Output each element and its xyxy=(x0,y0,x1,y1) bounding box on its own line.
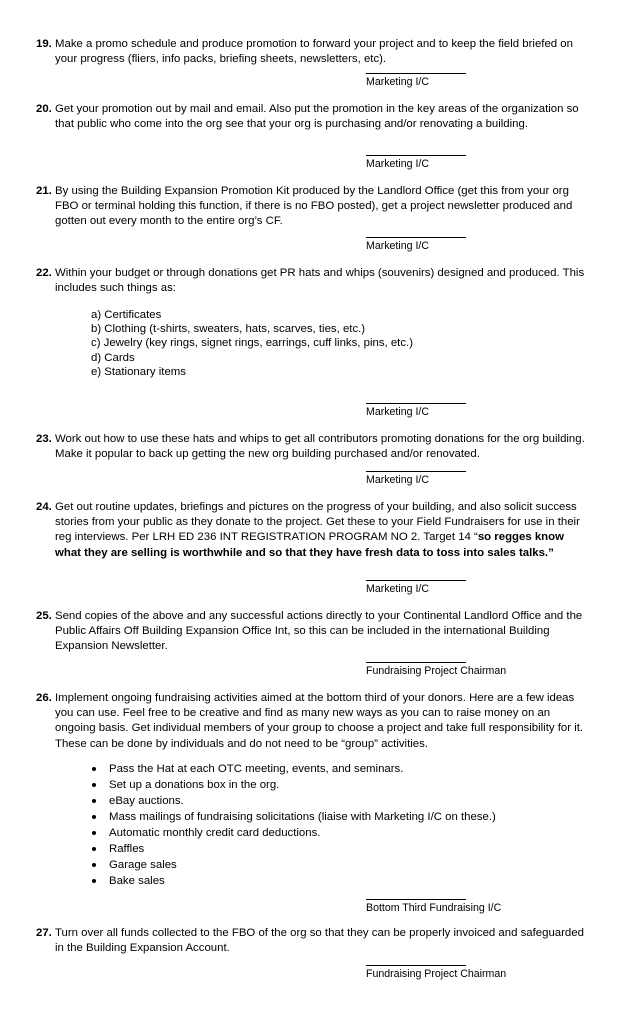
signoff-label: Marketing I/C xyxy=(366,240,429,252)
item-text-emphasis: so regges know what they are selling is worthwhile and so that they have fresh data to toss into sales talks.” xyxy=(55,531,564,559)
item-number: 22. xyxy=(36,267,52,279)
item-text: Make a promo schedule and produce promotion to forward your project and to keep the field briefed on your progress (fliers, info packs, briefing sheets, newsletters, etc). xyxy=(55,38,573,66)
item-number: 25. xyxy=(36,610,52,622)
item-19 xyxy=(36,37,586,67)
signature-line xyxy=(366,580,466,581)
item-text: Send copies of the above and any successful actions directly to your Continental Landlord Office and the Public Affairs Off Building Expansion Office Int, so this can be included in the international Building Expansion Newsletter. xyxy=(55,610,583,653)
signoff-21 xyxy=(366,237,466,253)
item-text xyxy=(55,500,586,561)
souvenir-list xyxy=(91,308,413,379)
signoff-label: Fundraising Project Chairman xyxy=(366,665,507,677)
item-number: 21. xyxy=(36,185,52,197)
signature-line xyxy=(366,965,466,966)
signoff-label: Fundraising Project Chairman xyxy=(366,968,507,980)
item-text: Implement ongoing fundraising activities aimed at the bottom third of your donors. Here are a few ideas you can use. Feel free to be creative and find as many new ways as you can to raise money on an ongoing basis. Get individual members of your group to choose a project and take full responsibility for it. These can be done by individuals and do not need to be “group” activities. xyxy=(55,692,584,750)
list-item: Automatic monthly credit card deductions. xyxy=(92,825,496,841)
item-number: 26. xyxy=(36,692,52,704)
list-item: e) Stationary items xyxy=(91,365,186,378)
item-27 xyxy=(36,926,586,956)
signature-line xyxy=(366,471,466,472)
signoff-24 xyxy=(366,580,466,596)
item-text: Turn over all funds collected to the FBO of the org so that they can be properly invoiced and safeguarded in the Building Expansion Account. xyxy=(55,927,584,955)
list-item: Set up a donations box in the org. xyxy=(92,777,496,793)
item-26 xyxy=(36,691,586,752)
item-21 xyxy=(36,184,586,230)
signoff-label: Marketing I/C xyxy=(366,158,429,170)
list-item: a) Certificates xyxy=(91,309,162,321)
signoff-22 xyxy=(366,403,466,419)
item-22 xyxy=(36,266,586,296)
signoff-label: Marketing I/C xyxy=(366,474,429,486)
item-text-body: Get out routine updates, briefings and pictures on the progress of your building, and also solicit success stories from your public as they donate to the project. Get these to your Field Fundraisers for use in their reg interviews. Per LRH ED 236 INT REGISTRATION PROGRAM NO 2. Target 14 “ xyxy=(55,501,580,544)
item-number: 23. xyxy=(36,433,52,445)
item-20 xyxy=(36,102,586,132)
item-25 xyxy=(36,609,586,655)
item-24 xyxy=(36,500,586,561)
item-number: 20. xyxy=(36,103,52,115)
list-item: Raffles xyxy=(92,841,496,857)
signature-line xyxy=(366,403,466,404)
signoff-27 xyxy=(366,965,506,981)
signature-line xyxy=(366,662,466,663)
list-item: Garage sales xyxy=(92,857,496,873)
signoff-label: Marketing I/C xyxy=(366,76,429,88)
signoff-23 xyxy=(366,471,466,487)
list-item: eBay auctions. xyxy=(92,793,496,809)
list-item: b) Clothing (t-shirts, sweaters, hats, scarves, ties, etc.) xyxy=(91,323,366,336)
item-text: Get your promotion out by mail and email. Also put the promotion in the key areas of the organization so that public who come into the org see that your org is purchasing and/or renovating a building. xyxy=(55,103,579,131)
signature-line xyxy=(366,155,466,156)
signoff-label: Bottom Third Fundraising I/C xyxy=(366,902,502,914)
signature-line xyxy=(366,899,466,900)
list-item: Pass the Hat at each OTC meeting, events, and seminars. xyxy=(92,761,496,777)
signature-line xyxy=(366,237,466,238)
item-23 xyxy=(36,432,586,462)
item-number: 27. xyxy=(36,927,52,939)
signature-line xyxy=(366,73,466,74)
signoff-19 xyxy=(366,73,466,89)
signoff-25 xyxy=(366,662,506,678)
list-item: Mass mailings of fundraising solicitations (liaise with Marketing I/C on these.) xyxy=(92,809,496,825)
item-text: Work out how to use these hats and whips to get all contributors promoting donations for the org building. Make it popular to back up getting the new org building purchased and/or renovated. xyxy=(55,433,585,461)
item-text: Within your budget or through donations get PR hats and whips (souvenirs) designed and produced. This includes such things as: xyxy=(55,267,585,295)
list-item: c) Jewelry (key rings, signet rings, earrings, cuff links, pins, etc.) xyxy=(91,337,414,350)
item-number: 24. xyxy=(36,501,52,513)
item-text: By using the Building Expansion Promotion Kit produced by the Landlord Office (get this from your org FBO or terminal holding this function, if there is no FBO posted), get a project newsletter produced and gotten out every month to the entire org’s CF. xyxy=(55,185,573,228)
signoff-20 xyxy=(366,155,466,171)
signoff-26 xyxy=(366,899,501,915)
list-item: d) Cards xyxy=(91,351,135,364)
signoff-label: Marketing I/C xyxy=(366,583,429,595)
item-number: 19. xyxy=(36,38,52,50)
fundraising-ideas-list xyxy=(92,761,496,889)
signoff-label: Marketing I/C xyxy=(366,406,429,418)
list-item: Bake sales xyxy=(92,873,496,889)
